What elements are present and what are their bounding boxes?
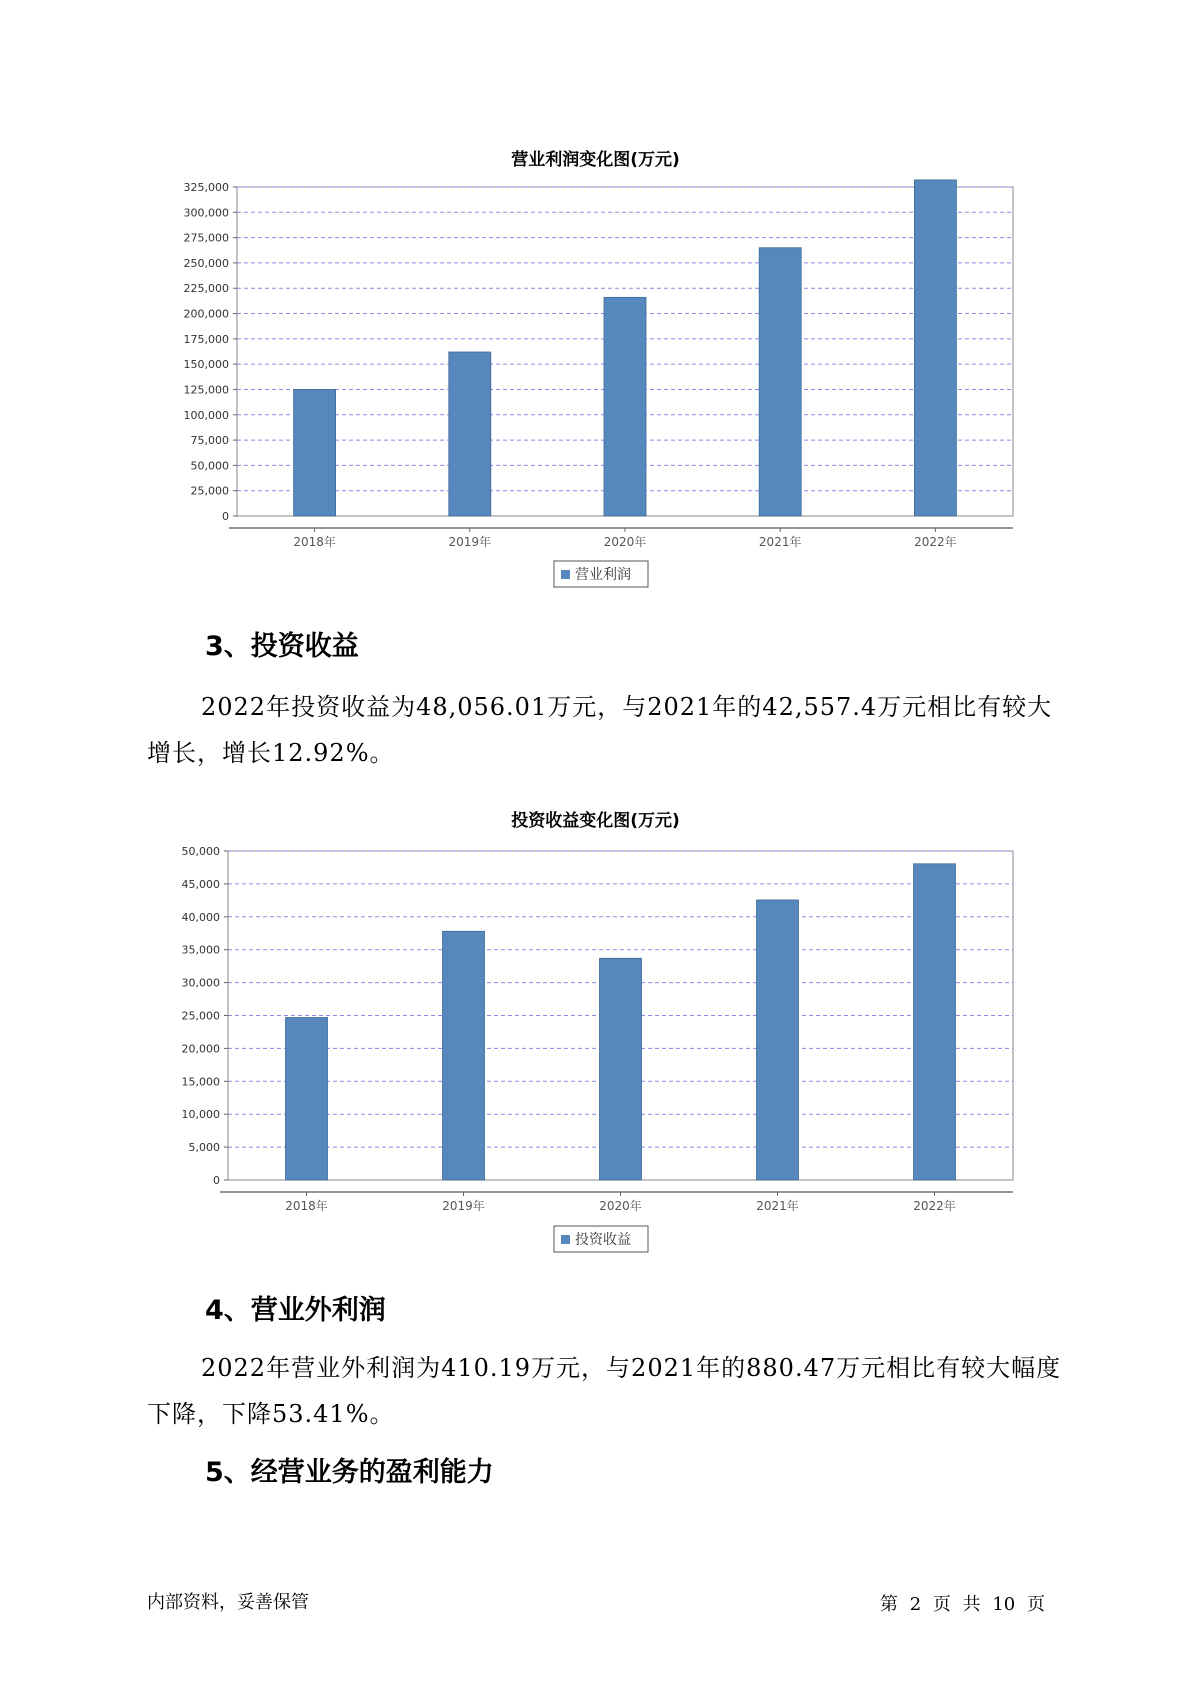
bar xyxy=(604,297,646,516)
y-tick-label: 325,000 xyxy=(183,181,229,194)
y-tick-label: 0 xyxy=(213,1174,220,1187)
y-tick-label: 75,000 xyxy=(190,434,229,448)
y-tick-label: 275,000 xyxy=(183,231,229,245)
bar xyxy=(914,864,956,1180)
section-4-paragraph: 2022年营业外利润为410.19万元，与2021年的880.47万元相比有较大幅度下降，下降53.41%。 xyxy=(147,1354,1062,1428)
chart-title-investment-income: 投资收益变化图(万元) xyxy=(511,811,680,831)
legend xyxy=(554,1226,648,1252)
x-tick-label: 2020年 xyxy=(599,1199,642,1213)
footer-confidential-note: 内部资料，妥善保管 xyxy=(147,1592,309,1613)
y-tick-label: 25,000 xyxy=(190,484,229,498)
y-tick-label: 5,000 xyxy=(188,1141,220,1155)
y-tick-label: 50,000 xyxy=(181,845,220,858)
x-tick-label: 2019年 xyxy=(442,1199,485,1213)
y-tick-label: 50,000 xyxy=(190,459,229,473)
y-tick-label: 10,000 xyxy=(181,1108,220,1122)
investment-income-chart xyxy=(0,806,1191,1251)
bar xyxy=(759,248,801,516)
x-tick-label: 2021年 xyxy=(756,1199,799,1213)
y-tick-label: 200,000 xyxy=(183,307,229,321)
x-tick-label: 2018年 xyxy=(285,1199,328,1213)
bar xyxy=(443,931,485,1180)
legend-label: 投资收益 xyxy=(575,1232,631,1248)
bar xyxy=(449,352,491,516)
section-3-heading: 3、投资收益 xyxy=(205,631,359,662)
y-tick-label: 45,000 xyxy=(181,877,220,891)
x-tick-label: 2018年 xyxy=(293,535,336,549)
bar xyxy=(914,180,956,516)
y-tick-label: 35,000 xyxy=(181,943,220,957)
x-tick-label: 2022年 xyxy=(913,1199,956,1213)
bar xyxy=(757,900,799,1180)
y-tick-label: 30,000 xyxy=(181,976,220,990)
y-tick-label: 100,000 xyxy=(183,408,229,422)
y-tick-label: 125,000 xyxy=(183,383,229,397)
x-tick-label: 2019年 xyxy=(448,535,492,549)
y-tick-label: 175,000 xyxy=(183,332,229,346)
y-tick-label: 225,000 xyxy=(183,282,229,296)
y-tick-label: 0 xyxy=(222,510,229,523)
legend-label: 营业利润 xyxy=(575,567,631,583)
bar xyxy=(600,958,642,1180)
y-tick-label: 40,000 xyxy=(181,910,220,924)
x-tick-label: 2021年 xyxy=(758,535,802,549)
section-4-heading: 4、营业外利润 xyxy=(205,1295,386,1326)
y-tick-label: 150,000 xyxy=(183,358,229,372)
y-tick-label: 300,000 xyxy=(183,206,229,220)
bar xyxy=(294,389,336,516)
legend-swatch xyxy=(561,1235,570,1244)
section-3-paragraph: 2022年投资收益为48,056.01万元，与2021年的42,557.4万元相比有较大增长，增长12.92%。 xyxy=(147,693,1053,767)
footer-page-number: 第 2 页 共 10 页 xyxy=(880,1594,1045,1615)
section-5-heading: 5、经营业务的盈利能力 xyxy=(205,1457,494,1488)
chart-title-operating-profit: 营业利润变化图(万元) xyxy=(511,150,680,170)
y-tick-label: 20,000 xyxy=(181,1042,220,1056)
y-tick-label: 250,000 xyxy=(183,256,229,270)
x-tick-label: 2020年 xyxy=(603,535,647,549)
y-tick-label: 25,000 xyxy=(181,1009,220,1023)
bar xyxy=(286,1017,328,1180)
y-tick-label: 15,000 xyxy=(181,1075,220,1089)
operating-profit-chart xyxy=(0,145,1191,590)
x-tick-label: 2022年 xyxy=(914,535,957,549)
legend xyxy=(554,561,648,587)
legend-swatch xyxy=(561,570,570,579)
